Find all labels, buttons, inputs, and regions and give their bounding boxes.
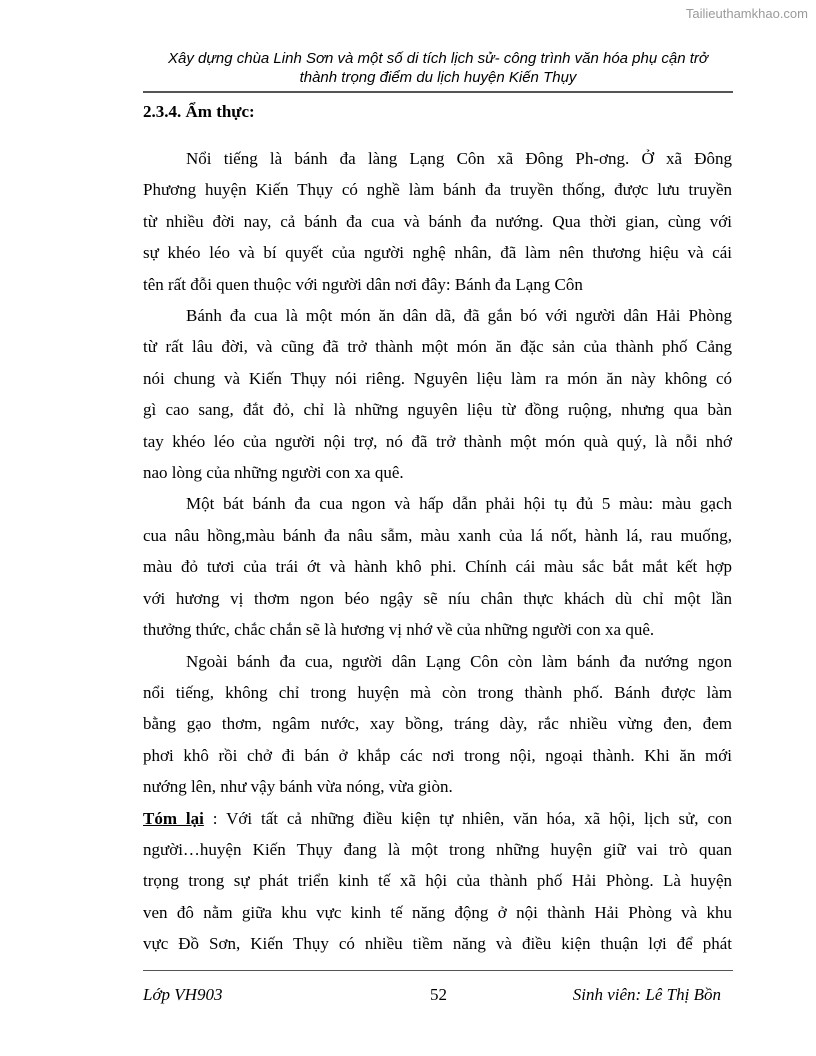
paragraph-line: từ nhiều đời nay, cả bánh đa cua và bánh đa nướng. Qua thời gian, cùng với	[143, 211, 732, 231]
summary-label: Tóm lại	[143, 808, 204, 828]
paragraph-line: sự khéo léo và bí quyết của người nghệ nhân, đã làm nên thương hiệu và cái	[143, 243, 732, 263]
paragraph-line: từ rất lâu đời, và cũng đã trở thành một món ăn đặc sản của thành phố Cảng	[143, 337, 732, 357]
paragraph-line: nổi tiếng, không chỉ trong huyện mà còn trong thành phố. Bánh được làm	[143, 682, 732, 702]
paragraph-line: với hương vị thơm ngon béo ngậy sẽ níu chân thực khách dù chỉ một lần	[143, 588, 732, 608]
header-rule	[143, 91, 733, 93]
paragraph-line: nướng lên, như vậy bánh vừa nóng, vừa giòn.	[143, 777, 453, 797]
paragraph-line: nói chung và Kiến Thụy nói riêng. Nguyên liệu làm ra món ăn này không có	[143, 368, 732, 388]
footer-student: Sinh viên: Lê Thị Bồn	[572, 985, 721, 1004]
paragraph-line: Nổi tiếng là bánh đa làng Lạng Côn xã Đông Ph-ơng. Ở xã Đông	[186, 149, 732, 168]
footer-rule	[143, 970, 733, 971]
paragraph-line: bằng gạo thơm, ngâm nước, xay bồng, tráng dày, rắc nhiều vừng đen, đem	[143, 714, 732, 734]
summary-line	[143, 803, 732, 834]
paragraph-line: gì cao sang, đắt đỏ, chỉ là những nguyên liệu từ đồng ruộng, nhưng qua bàn	[143, 400, 732, 420]
paragraph-line: Phương huyện Kiến Thụy có nghề làm bánh đa truyền thống, được lưu truyền	[143, 180, 732, 200]
summary-text: : Với tất cả những điều kiện tự nhiên, văn hóa, xã hội, lịch sử, con	[212, 808, 733, 828]
paragraph-line: thưởng thức, chắc chắn sẽ là hương vị nhớ về của những người con xa quê.	[143, 620, 655, 640]
footer-class: Lớp VH903	[143, 985, 223, 1004]
summary-line: ven đô nằm giữa khu vực kinh tế năng động ở nội thành Hải Phòng và khu	[143, 902, 732, 922]
running-header	[143, 49, 733, 87]
paragraph-line: tên rất đỗi quen thuộc với người dân nơi đây: Bánh đa Lạng Côn	[143, 274, 583, 294]
paragraph-line: Bánh đa cua là một món ăn dân dã, đã gắn bó với người dân Hải Phòng	[186, 306, 732, 326]
header-line-2: thành trọng điểm du lịch huyện Kiến Thụy	[299, 69, 577, 86]
paragraph-line: tay khéo léo của người nội trợ, nó đã trở thành một món quà quý, là nỗi nhớ	[143, 431, 732, 451]
page-number: 52	[430, 985, 447, 1004]
paragraph-line: màu đỏ tươi của trái ớt và hành khô phi. Chính cái màu sắc bắt mắt kết hợp	[143, 557, 732, 577]
body-text	[143, 143, 732, 960]
paragraph-line: Một bát bánh đa cua ngon và hấp dẫn phải hội tụ đủ 5 màu: màu gạch	[186, 494, 732, 514]
section-heading: 2.3.4. Ẩm thực:	[143, 102, 255, 121]
header-line-1: Xây dựng chùa Linh Sơn và một số di tích lịch sử- công trình văn hóa phụ cận trở	[168, 50, 708, 67]
paragraph-line: nao lòng của những người con xa quê.	[143, 463, 404, 483]
summary-line: trọng trong sự phát triển kinh tế xã hội của thành phố Hải Phòng. Là huyện	[143, 871, 732, 891]
paragraph-line: cua nâu hồng,màu bánh đa nâu sẫm, màu xanh của lá nốt, hành lá, rau muống,	[143, 525, 732, 545]
paragraph-line: Ngoài bánh đa cua, người dân Lạng Côn còn làm bánh đa nướng ngon	[186, 651, 732, 671]
summary-line: người…huyện Kiến Thụy đang là một trong những huyện giữ vai trò quan	[143, 839, 732, 859]
watermark: Tailieuthamkhao.com	[685, 6, 808, 21]
summary-line: vực Đồ Sơn, Kiến Thụy có nhiều tiềm năng và điều kiện thuận lợi để phát	[143, 934, 732, 954]
paragraph-line: phơi khô rồi chở đi bán ở khắp các nơi trong nội, ngoại thành. Khi ăn mới	[143, 745, 732, 765]
